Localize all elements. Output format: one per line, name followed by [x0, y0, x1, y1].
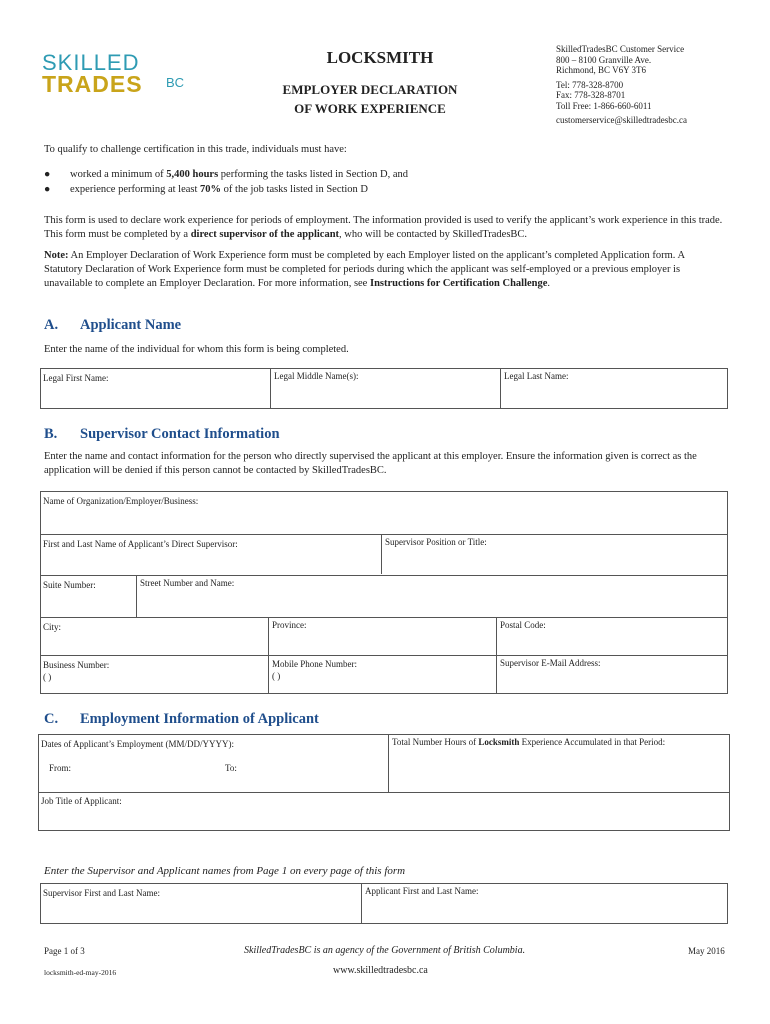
province-label: Province: [272, 620, 307, 630]
section-a-desc: Enter the name of the individual for whom this form is being completed. [44, 344, 349, 355]
section-a-title: Applicant Name [80, 317, 182, 333]
supervisor-name-label: First and Last Name of Applicant’s Direct Supervisor: [43, 539, 238, 549]
bullet-icon: ● [44, 169, 51, 180]
province-field[interactable] [268, 618, 496, 655]
repeat-applicant-name-field[interactable] [361, 884, 727, 923]
employment-info-table [38, 734, 730, 831]
note-paragraph [44, 249, 724, 291]
to-date-field[interactable]: To: [225, 763, 237, 773]
business-number-field[interactable] [43, 659, 109, 683]
purpose-supervisor: direct supervisor of the applicant [190, 229, 340, 240]
requirements-list [44, 167, 408, 197]
business-number-label: Business Number: [43, 660, 110, 670]
section-b-letter: B. [44, 426, 58, 442]
job-title-field[interactable]: Job Title of Applicant: [41, 796, 122, 806]
note-end: . [547, 278, 551, 289]
req2-text-a: experience performing at least [70, 184, 201, 195]
contact-address2: Richmond, BC V6Y 3T6 [556, 65, 647, 75]
logo-line-trades: TRADES [42, 71, 143, 97]
repeat-applicant-name-label: Applicant First and Last Name: [365, 886, 479, 896]
contact-org: SkilledTradesBC Customer Service [556, 44, 685, 54]
requirement-percent [44, 182, 408, 197]
street-label: Street Number and Name: [140, 578, 235, 588]
instructions-link[interactable]: Instructions for Certification Challenge [369, 278, 548, 289]
supervisor-email-label: Supervisor E-Mail Address: [500, 658, 601, 668]
form-title-line1: EMPLOYER DECLARATION [282, 82, 458, 97]
repeat-supervisor-name-field[interactable]: Supervisor First and Last Name: [43, 888, 160, 898]
total-hours-trade: Locksmith [478, 737, 520, 747]
section-c-letter: C. [44, 711, 59, 727]
logo-line-skilled: SKILLED [42, 50, 140, 75]
organization-label: Name of Organization/Employer/Business: [43, 496, 199, 506]
repeat-names-instruction: Enter the Supervisor and Applicant names from Page 1 on every page of this form [44, 865, 406, 877]
section-b-desc: Enter the name and contact information for the person who directly supervised the applicant at this employer. Ensure the information given is correct as the application will be denied if this person cannot be contacted by SkilledTradesBC. [44, 451, 697, 476]
requirement-hours [44, 167, 408, 182]
req2-text-c: of the job tasks listed in Section D [221, 184, 369, 195]
legal-last-name-label: Legal Last Name: [504, 371, 569, 381]
footer-date: May 2016 [688, 946, 725, 956]
note-label: Note: [44, 250, 69, 261]
legal-first-name-label: Legal First Name: [43, 373, 109, 383]
repeat-names-table [40, 883, 728, 924]
applicant-name-table [40, 368, 728, 409]
contact-email[interactable]: customerservice@skilledtradesbc.ca [556, 115, 687, 125]
section-c-heading [44, 711, 319, 728]
purpose-paragraph [44, 214, 724, 242]
mobile-phone-label: Mobile Phone Number: [272, 659, 357, 669]
section-a-heading [44, 317, 181, 334]
req1-hours: 5,400 hours [166, 169, 219, 180]
total-hours-label-c: Experience Accumulated in that Period: [519, 737, 666, 747]
form-title-line2: OF WORK EXPERIENCE [294, 101, 446, 116]
supervisor-position-field[interactable] [381, 535, 727, 574]
purpose-text-c: , who will be contacted by SkilledTradesBC. [339, 229, 528, 240]
agency-statement: SkilledTradesBC is an agency of the Government of British Columbia. [244, 945, 526, 956]
section-b-title: Supervisor Contact Information [80, 426, 280, 442]
contact-tel: Tel: 778-328-8700 [556, 79, 624, 90]
purpose-text-a: This form is used to declare work experience for periods of employment. The information provided is used to verify the applicant’s work experience in this trade. This form must be completed by a [44, 215, 723, 240]
supervisor-email-field[interactable] [496, 656, 727, 693]
req1-text-c: performing the tasks listed in Section D, and [218, 169, 409, 180]
legal-middle-name-label: Legal Middle Name(s): [274, 371, 359, 381]
from-date-field[interactable]: From: [49, 763, 72, 773]
legal-middle-name-field[interactable] [270, 369, 500, 408]
contact-tollfree: Toll Free: 1-866-660-6011 [556, 100, 652, 111]
req1-text-a: worked a minimum of [70, 169, 167, 180]
mobile-phone-field[interactable] [268, 656, 496, 693]
logo-suffix-bc: BC [166, 75, 185, 90]
form-code: locksmith-ed-may-2016 [44, 968, 117, 977]
section-c-title: Employment Information of Applicant [80, 711, 319, 727]
city-label: City: [43, 622, 62, 632]
note-text: An Employer Declaration of Work Experience form must be completed by each Employer listed on the applicant’s completed Application form. A Statutory Declaration of Work Experience form must be completed for periods during which the applicant was self-employed or a previous employer is unavailable to complete an Employer Declaration. For more information, see [44, 250, 685, 289]
total-hours-field[interactable] [388, 735, 729, 792]
section-b-heading [44, 426, 280, 443]
qualify-text: To qualify to challenge certification in this trade, individuals must have: [44, 144, 347, 155]
suite-number-label: Suite Number: [43, 580, 96, 590]
supervisor-position-label: Supervisor Position or Title: [385, 537, 487, 547]
bullet-icon: ● [44, 184, 51, 195]
req2-percent: 70% [200, 184, 222, 195]
postal-code-label: Postal Code: [500, 620, 546, 630]
mobile-area-code: ( ) [272, 671, 281, 681]
row-divider [39, 792, 729, 793]
section-a-letter: A. [44, 317, 59, 333]
street-field[interactable] [136, 576, 727, 617]
contact-address1: 800 – 8100 Granville Ave. [556, 54, 652, 65]
employment-dates-label: Dates of Applicant’s Employment (MM/DD/YYYY): [41, 739, 234, 749]
form-title [250, 80, 490, 118]
contact-block [556, 44, 687, 126]
supervisor-contact-table [40, 491, 728, 694]
trade-title: LOCKSMITH [326, 48, 434, 67]
website-link[interactable]: www.skilledtradesbc.ca [333, 965, 428, 976]
business-area-code: ( ) [43, 672, 52, 682]
postal-code-field[interactable] [496, 618, 727, 655]
total-hours-label-a: Total Number Hours of [392, 737, 479, 747]
contact-fax: Fax: 778-328-8701 [556, 90, 626, 100]
legal-last-name-field[interactable] [500, 369, 727, 408]
page-number: Page 1 of 3 [44, 946, 85, 956]
